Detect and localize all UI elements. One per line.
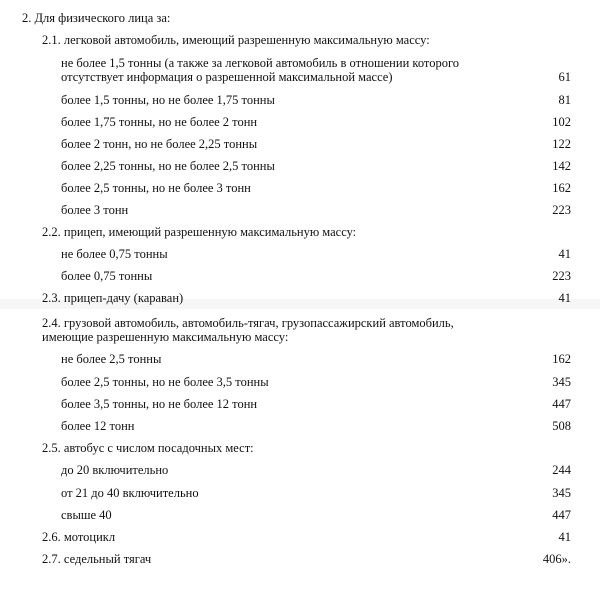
row-value: 61 (558, 70, 571, 84)
row-value: 508 (552, 419, 571, 433)
row-label: от 21 до 40 включительно (61, 486, 199, 500)
row-value: 345 (552, 486, 571, 500)
group-title-2-2: 2.2. прицеп, имеющий разрешенную максимальную массу: (42, 225, 357, 239)
row-value: 162 (552, 181, 571, 195)
row-value: 345 (552, 375, 571, 389)
row-value: 41 (558, 530, 571, 544)
row-label: свыше 40 (61, 508, 112, 522)
row-value: 81 (558, 93, 571, 107)
row-label: более 1,75 тонны, но не более 2 тонн (61, 115, 258, 129)
row-value: 142 (552, 159, 571, 173)
row-label: более 2 тонн, но не более 2,25 тонны (61, 137, 258, 151)
group-title-2-4-continued: имеющие разрешенную максимальную массу: (42, 330, 289, 344)
row-value: 447 (552, 397, 571, 411)
row-label: более 0,75 тонны (61, 269, 153, 283)
row-label: более 3,5 тонны, но не более 12 тонн (61, 397, 258, 411)
row-label: более 2,25 тонны, но не более 2,5 тонны (61, 159, 275, 173)
group-title-2-5: 2.5. автобус с числом посадочных мест: (42, 441, 254, 455)
group-title-2-6: 2.6. мотоцикл (42, 530, 116, 544)
group-title-2-4: 2.4. грузовой автомобиль, автомобиль-тягач, грузопассажирский автомобиль, (42, 316, 454, 330)
row-value: 41 (558, 247, 571, 261)
row-label: не более 1,5 тонны (а также за легковой автомобиль в отношении которого (61, 56, 460, 70)
row-label: более 12 тонн (61, 419, 135, 433)
group-title-2-3: 2.3. прицеп-дачу (караван) (42, 291, 184, 305)
row-value: 102 (552, 115, 571, 129)
row-value: 41 (558, 291, 571, 305)
row-value: 406». (542, 552, 571, 566)
row-value: 162 (552, 352, 571, 366)
group-title-2-1: 2.1. легковой автомобиль, имеющий разрешенную максимальную массу: (42, 33, 430, 47)
group-title-2-7: 2.7. седельный тягач (42, 552, 152, 566)
row-value: 223 (552, 203, 571, 217)
row-value: 244 (552, 463, 571, 477)
row-label: более 2,5 тонны, но не более 3 тонн (61, 181, 251, 195)
row-label-continued: отсутствует информация о разрешенной максимальной массе) (61, 70, 393, 84)
row-value: 122 (552, 137, 571, 151)
row-label: до 20 включительно (61, 463, 169, 477)
row-value: 223 (552, 269, 571, 283)
row-value: 447 (552, 508, 571, 522)
row-label: более 1,5 тонны, но не более 1,75 тонны (61, 93, 275, 107)
row-label: не более 0,75 тонны (61, 247, 168, 261)
row-label: не более 2,5 тонны (61, 352, 162, 366)
row-label: более 2,5 тонны, но не более 3,5 тонны (61, 375, 269, 389)
row-label: более 3 тонн (61, 203, 129, 217)
section-heading: 2. Для физического лица за: (22, 11, 171, 25)
